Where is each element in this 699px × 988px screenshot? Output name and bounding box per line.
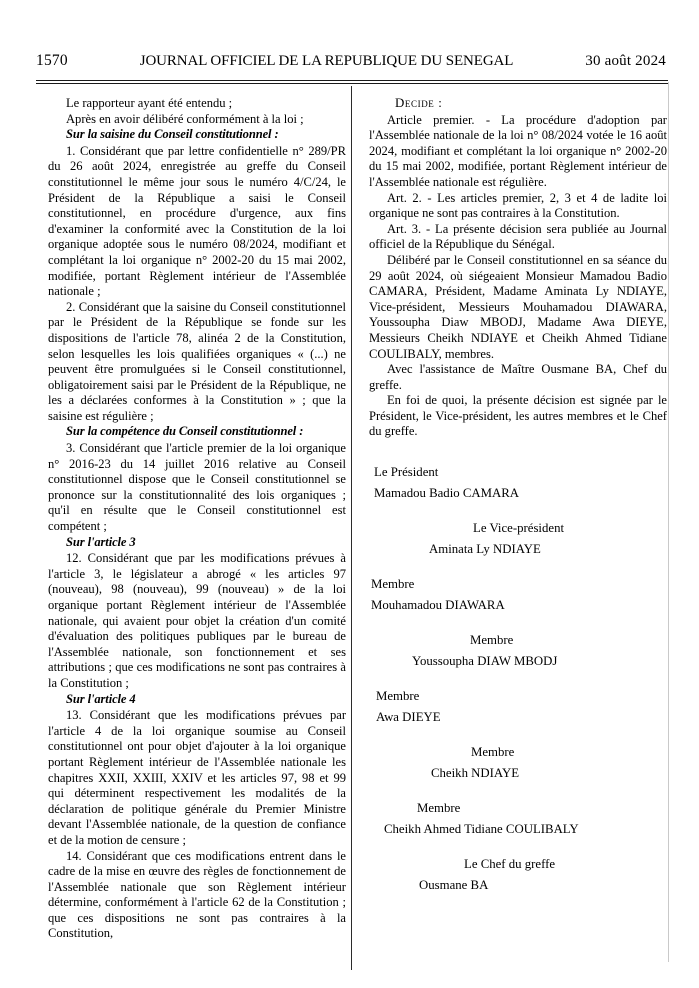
- body-paragraph: Le rapporteur ayant été entendu ;: [66, 96, 233, 110]
- signatory-role: Le Chef du greffe: [464, 857, 556, 872]
- body-paragraph: 14. Considérant que ces modifications entrent dans le cadre de la mise en œuvre des règles de fonctionnement de l'Assemblée nationale que son Règlement intérieur détermine, conformément à l'article 62 de la Constitution ; que ces dispositions ne sont pas contraires à la Constitution,: [48, 848, 346, 941]
- signature-entry: [369, 630, 667, 671]
- section-subheading: Sur la saisine du Conseil constitutionnel :: [66, 127, 279, 142]
- signatory-name: Cheikh NDIAYE: [431, 765, 520, 780]
- signatory-name: Cheikh Ahmed Tidiane COULIBALY: [384, 821, 579, 836]
- running-head: [36, 52, 666, 78]
- signature-entry: [369, 742, 667, 783]
- signature-entry: [369, 462, 667, 503]
- body-paragraph: 2. Considérant que la saisine du Conseil constitutionnel par le Président de la République se fonde sur les dispositions de l'article 78, alinéa 2 de la Constitution, selon lesquelles les lois qualifiées organiques « (...) ne peuvent être promulguées si le Conseil constitutionnel, obligatoirement saisi par le Président de la République, ne les a déclarées conformes à la Constitution » ; que la saisine est régulière ;: [48, 299, 346, 423]
- decide-label: Decide :: [395, 96, 443, 110]
- signature-entry: [369, 686, 667, 727]
- body-paragraph: 12. Considérant que par les modifications prévues à l'article 3, le législateur a abrogé « les articles 97 (nouveau), 98 (nouveau), 99 (nouveau) » de la loi organique portant Règlement intérieur de l'Assemblée nationale, qui avaient pour objet la création d'un comité d'évaluation des politiques publiques par le bureau de l'Assemblée nationale, son fonctionnement et ses attributions ; que ces modifications ne sont pas contraires à la Constitution ;: [48, 551, 346, 690]
- signatory-role: Membre: [417, 801, 461, 816]
- body-paragraph: Article premier. - La procédure d'adoption par l'Assemblée nationale de la loi n° 08/2024 votée le 16 août 2024, modifiant et complétant la loi organique n° 2002-20 du 15 mai 2002, modifiée, portant Règlement intérieur de l'Assemblée nationale est régulière.: [369, 112, 667, 189]
- signatory-name: Mamadou Badio CAMARA: [374, 485, 520, 500]
- publication-date: 30 août 2024: [585, 53, 666, 69]
- signature-block: [369, 462, 667, 895]
- signatory-name: Youssoupha DIAW MBODJ: [412, 653, 558, 668]
- section-subheading: Sur la compétence du Conseil constitutionnel :: [66, 424, 304, 439]
- body-paragraph: Art. 2. - Les articles premier, 2, 3 et 4 de ladite loi organique ne sont pas contraires à la Constitution.: [369, 190, 667, 221]
- left-column: [48, 96, 346, 942]
- signatory-role: Membre: [371, 577, 415, 592]
- page-frame-right: [668, 82, 669, 962]
- signature-entry: [369, 518, 667, 559]
- signatory-role: Membre: [376, 689, 420, 704]
- signatory-role: Membre: [471, 745, 515, 760]
- body-paragraph: Délibéré par le Conseil constitutionnel en sa séance du 29 août 2024, où siégeaient Monsieur Mamadou Badio CAMARA, Président, Madame Aminata Ly NDIAYE, Vice-président, Messieurs Mouhamadou DIAWARA, Youssoupha Diaw MBODJ, Madame Awa DIEYE, Messieurs Cheikh NDIAYE et Cheikh Ahmed Tidiane COULIBALY, membres.: [369, 252, 667, 361]
- body-paragraph: Art. 3. - La présente décision sera publiée au Journal officiel de la République du Sénégal.: [369, 221, 667, 252]
- right-column: [369, 96, 667, 910]
- body-paragraph: 1. Considérant que par lettre confidentielle n° 289/PR du 26 août 2024, enregistrée au greffe du Conseil constitutionnel le même jour sous le numéro 4/C/24, le Président de la République a saisi le Conseil constitutionnel, en procédure d'urgence, aux fins d'examiner la conformité avec la Constitution de la loi organique adoptée sous le numéro 08/2024, modifiant et complétant la loi organique n° 2002-20 du 15 mai 2002, modifiée, portant Règlement intérieur de l'Assemblée nationale ;: [48, 143, 346, 299]
- signatory-name: Aminata Ly NDIAYE: [429, 541, 541, 556]
- signatory-role: Le Président: [374, 465, 439, 480]
- signatory-name: Awa DIEYE: [376, 709, 441, 724]
- signatory-name: Ousmane BA: [419, 877, 489, 892]
- body-paragraph: En foi de quoi, la présente décision est signée par le Président, le Vice-président, les autres membres et le Chef du greffe.: [369, 393, 667, 439]
- signatory-name: Mouhamadou DIAWARA: [371, 597, 505, 612]
- signature-entry: [369, 854, 667, 895]
- signature-entry: [369, 798, 667, 839]
- publication-title: JOURNAL OFFICIEL DE LA REPUBLIQUE DU SENEGAL: [139, 53, 514, 69]
- section-subheading: Sur l'article 3: [66, 534, 136, 549]
- column-divider: [351, 86, 352, 970]
- page-number: 1570: [36, 52, 68, 69]
- signatory-role: Membre: [470, 633, 514, 648]
- right-column-body: [369, 113, 667, 440]
- signatory-role: Le Vice-président: [473, 521, 565, 536]
- header-rule: [36, 80, 668, 84]
- signature-entry: [369, 574, 667, 615]
- body-paragraph: 13. Considérant que les modifications prévues par l'article 4 de la loi organique soumise au Conseil constitutionnel ont pour objet d'ajouter à la loi organique portant Règlement intérieur de l'Assemblée nationale les chapitres XXII, XXIII, XXIV et les articles 97, 98 et 99 qui déterminent respectivement les modalités de la déclaration de politique générale du Premier Ministre devant l'Assemblée nationale, de la question de confiance et de la motion de censure ;: [48, 708, 346, 847]
- body-paragraph: Après en avoir délibéré conformément à la loi ;: [66, 111, 304, 126]
- body-paragraph: 3. Considérant que l'article premier de la loi organique n° 2016-23 du 14 juillet 2016 relative au Conseil constitutionnel dispose que le Conseil constitutionnel se prononce sur la constitutionnalité des lois organiques ; qu'il en résulte que le Conseil constitutionnel est compétent ;: [48, 441, 346, 534]
- body-paragraph: Avec l'assistance de Maître Ousmane BA, Chef du greffe.: [369, 362, 667, 392]
- section-subheading: Sur l'article 4: [66, 691, 136, 706]
